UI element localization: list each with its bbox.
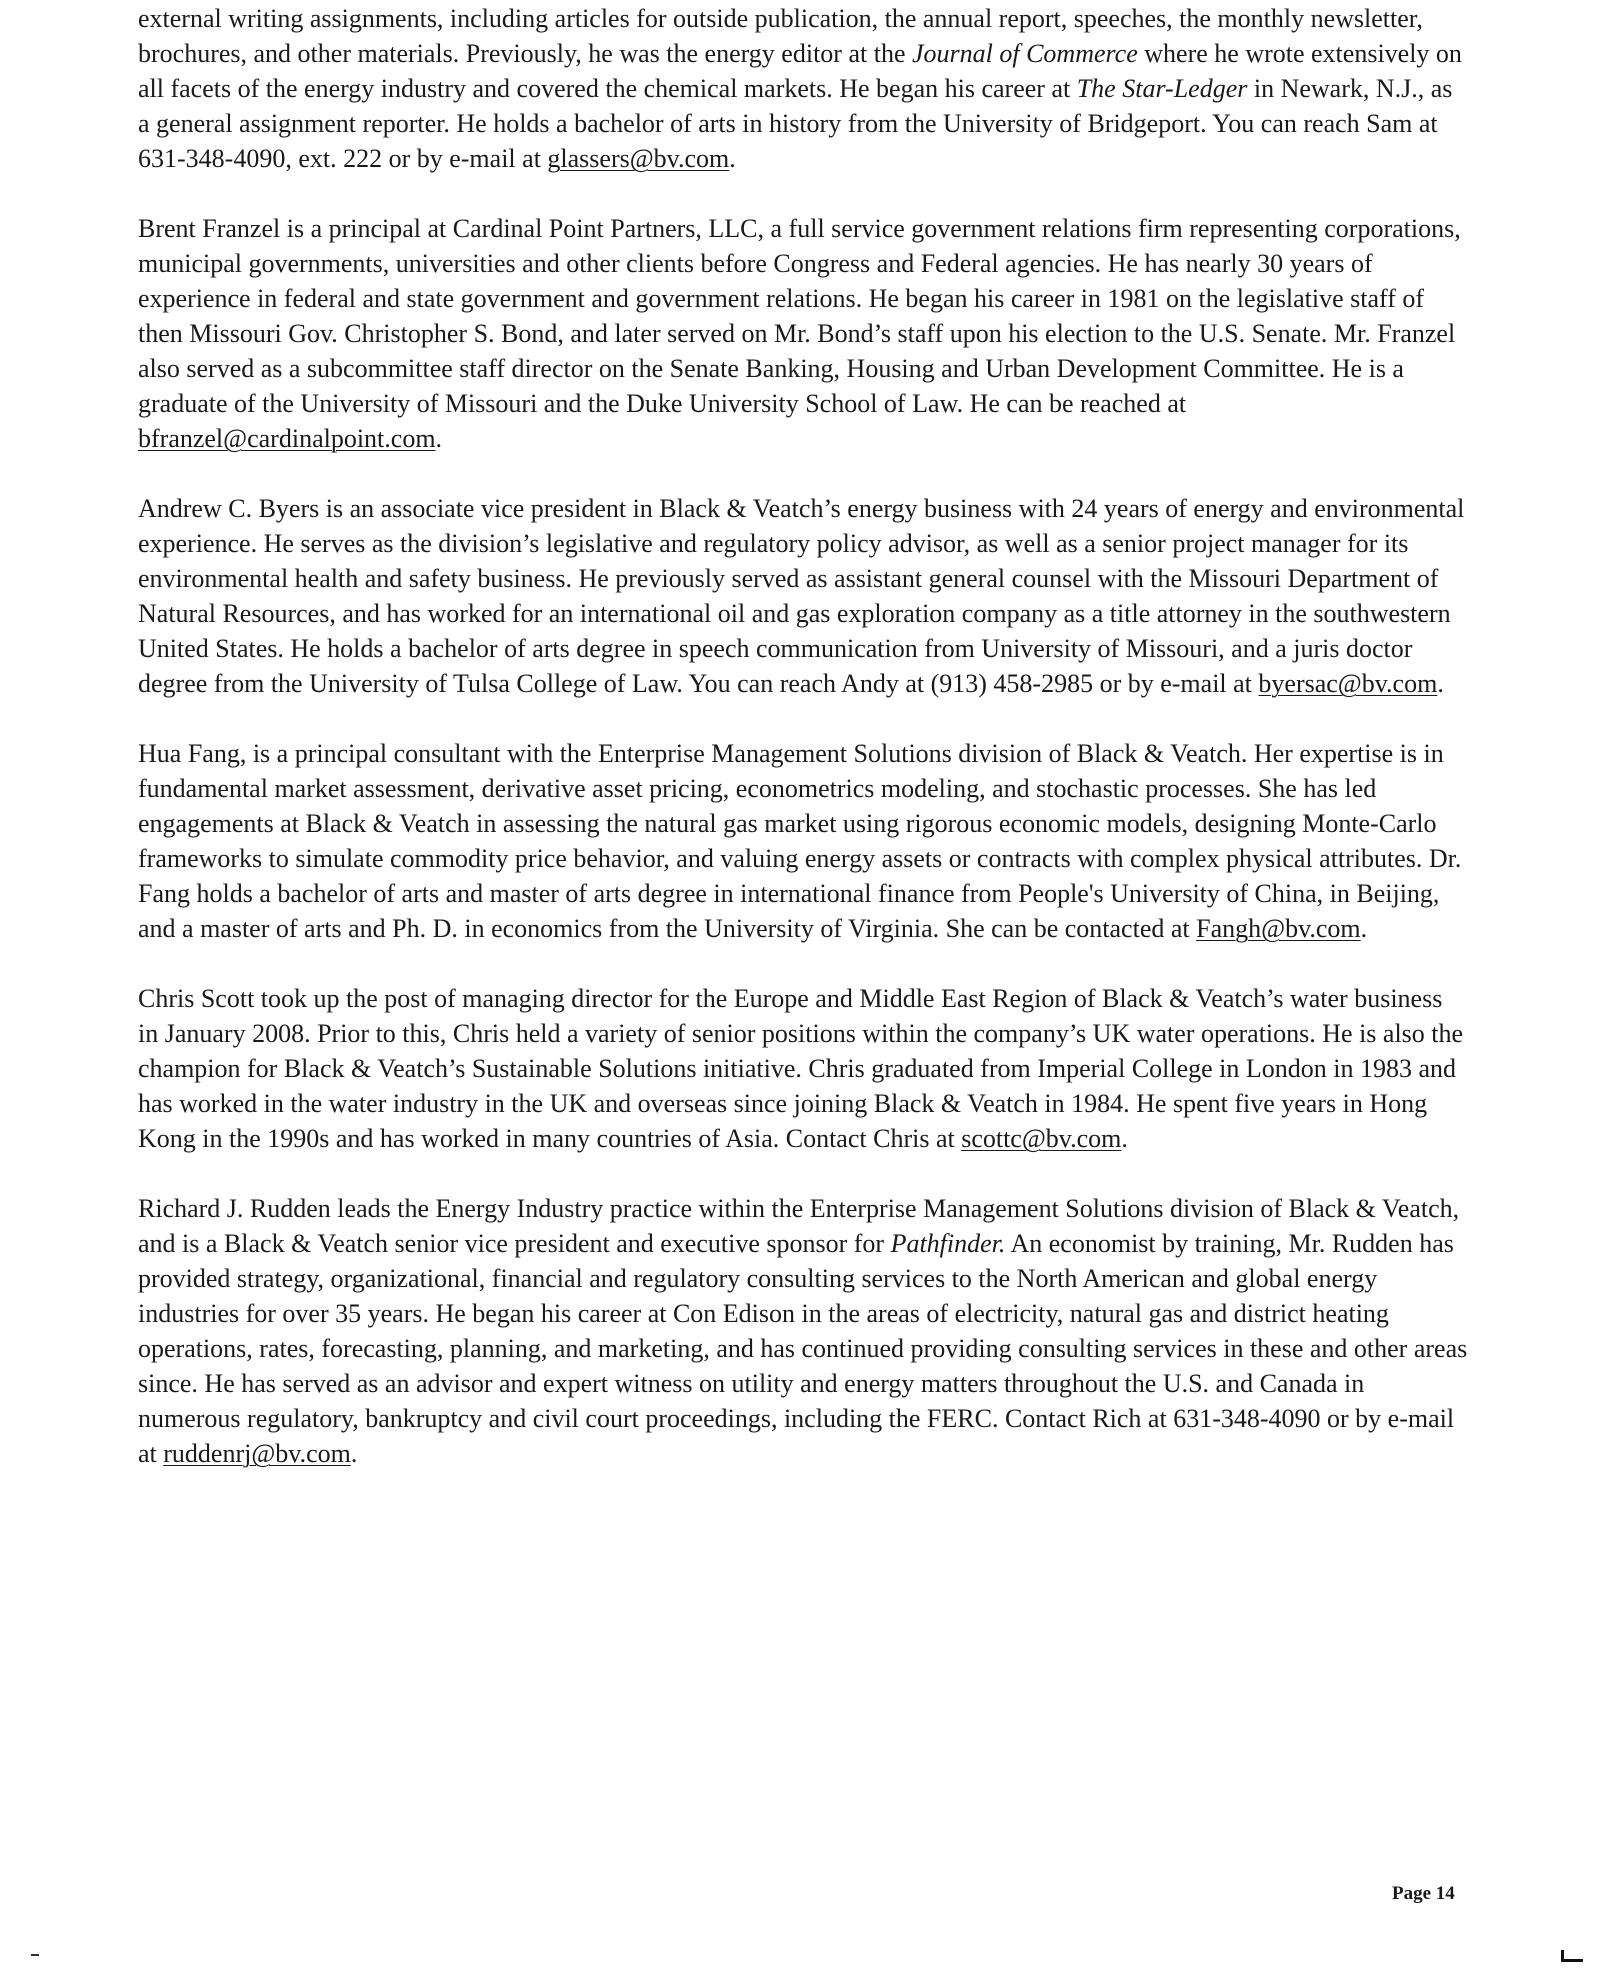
paragraph-text: external writing assignments, including articles for outside publication, the annual report, speeches, the monthly newsletter, brochures, and other materials. Previously, he was the energy editor at the xyxy=(138,4,1423,68)
bio-paragraph-richard-rudden xyxy=(138,1191,1468,1471)
paragraph-text: Brent Franzel is a principal at Cardinal Point Partners, LLC, a full service government relations firm representing corporations, municipal governments, universities and other clients before Congress and Federal agencies. He has nearly 30 years of experience in federal and state government and government relations. He began his career in 1981 on the legislative staff of then Missouri Gov. Christopher S. Bond, and later served on Mr. Bond’s staff upon his election to the U.S. Senate. Mr. Franzel also served as a subcommittee staff director on the Senate Banking, Housing and Urban Development Committee. He is a graduate of the University of Missouri and the Duke University School of Law. He can be reached at xyxy=(138,214,1461,418)
scan-mark-left xyxy=(31,1954,39,1956)
paragraph-text: . xyxy=(1437,669,1444,698)
email-link[interactable]: glassers@bv.com xyxy=(547,144,730,173)
page-number: Page 14 xyxy=(1392,1883,1455,1904)
bio-paragraph-chris-scott xyxy=(138,981,1468,1156)
document-body xyxy=(138,0,1468,1506)
italic-title: The Star-Ledger xyxy=(1076,74,1248,103)
paragraph-text: Richard J. Rudden leads the Energy Industry practice within the Enterprise Management Solutions division of Black & Veatch, and is a Black & Veatch senior vice president and executive sponsor for xyxy=(138,1194,1460,1258)
paragraph-text: Andrew C. Byers is an associate vice president in Black & Veatch’s energy business with 24 years of energy and environmental experience. He serves as the division’s legislative and regulatory policy advisor, as well as a senior project manager for its environmental health and safety business. He previously served as assistant general counsel with the Missouri Department of Natural Resources, and has worked for an international oil and gas exploration company as a title attorney in the southwestern United States. He holds a bachelor of arts degree in speech communication from University of Missouri, and a juris doctor degree from the University of Tulsa College of Law. You can reach Andy at (913) 458-2985 or by e-mail at xyxy=(138,494,1465,698)
email-link[interactable]: bfranzel@cardinalpoint.com xyxy=(138,424,436,453)
paragraph-text: Hua Fang, is a principal consultant with the Enterprise Management Solutions division of Black & Veatch. Her expertise is in fundamental market assessment, derivative asset pricing, econometrics modeling, and stochastic processes. She has led engagements at Black & Veatch in assessing the natural gas market using rigorous economic models, designing Monte-Carlo frameworks to simulate commodity price behavior, and valuing energy assets or contracts with complex physical attributes. Dr. Fang holds a bachelor of arts and master of arts degree in international finance from People's University of China, in Beijing, and a master of arts and Ph. D. in economics from the University of Virginia. She can be contacted at xyxy=(138,739,1462,943)
paragraph-text: . xyxy=(1121,1124,1128,1153)
paragraph-text: where he wrote extensively on all facets of the energy industry and covered the chemical markets. He began his career at xyxy=(138,39,1462,103)
bio-paragraph-andrew-byers xyxy=(138,491,1468,701)
italic-title: Journal of Commerce xyxy=(911,39,1138,68)
email-link[interactable]: ruddenrj@bv.com xyxy=(163,1439,351,1468)
bio-paragraph-brent-franzel xyxy=(138,211,1468,456)
scan-mark-right xyxy=(1561,1950,1583,1962)
paragraph-text: in Newark, N.J., as a general assignment reporter. He holds a bachelor of arts in history from the University of Bridgeport. You can reach Sam at 631-348-4090, ext. 222 or by e-mail at xyxy=(138,74,1453,173)
paragraph-text: An economist by training, Mr. Rudden has provided strategy, organizational, financial and regulatory consulting services to the North American and global energy industries for over 35 years. He began his career at Con Edison in the areas of electricity, natural gas and district heating operations, rates, forecasting, planning, and marketing, and has continued providing consulting services in these and other areas since. He has served as an advisor and expert witness on utility and energy matters throughout the U.S. and Canada in numerous regulatory, bankruptcy and civil court proceedings, including the FERC. Contact Rich at 631-348-4090 or by e-mail at xyxy=(138,1229,1468,1468)
bio-paragraph-sam-glasser xyxy=(138,1,1468,176)
paragraph-text: Chris Scott took up the post of managing director for the Europe and Middle East Region of Black & Veatch’s water business in January 2008. Prior to this, Chris held a variety of senior positions within the company’s UK water operations. He is also the champion for Black & Veatch’s Sustainable Solutions initiative. Chris graduated from Imperial College in London in 1983 and has worked in the water industry in the UK and overseas since joining Black & Veatch in 1984. He spent five years in Hong Kong in the 1990s and has worked in many countries of Asia. Contact Chris at xyxy=(138,984,1464,1153)
bio-paragraph-hua-fang xyxy=(138,736,1468,946)
paragraph-text: . xyxy=(729,144,736,173)
paragraph-text: . xyxy=(1360,914,1368,943)
email-link[interactable]: byersac@bv.com xyxy=(1258,669,1438,698)
email-link[interactable]: Fangh@bv.com xyxy=(1196,914,1361,943)
paragraph-text: . xyxy=(435,424,443,453)
paragraph-text: . xyxy=(350,1439,358,1468)
italic-title: Pathfinder. xyxy=(890,1229,1006,1258)
email-link[interactable]: scottc@bv.com xyxy=(961,1124,1122,1153)
